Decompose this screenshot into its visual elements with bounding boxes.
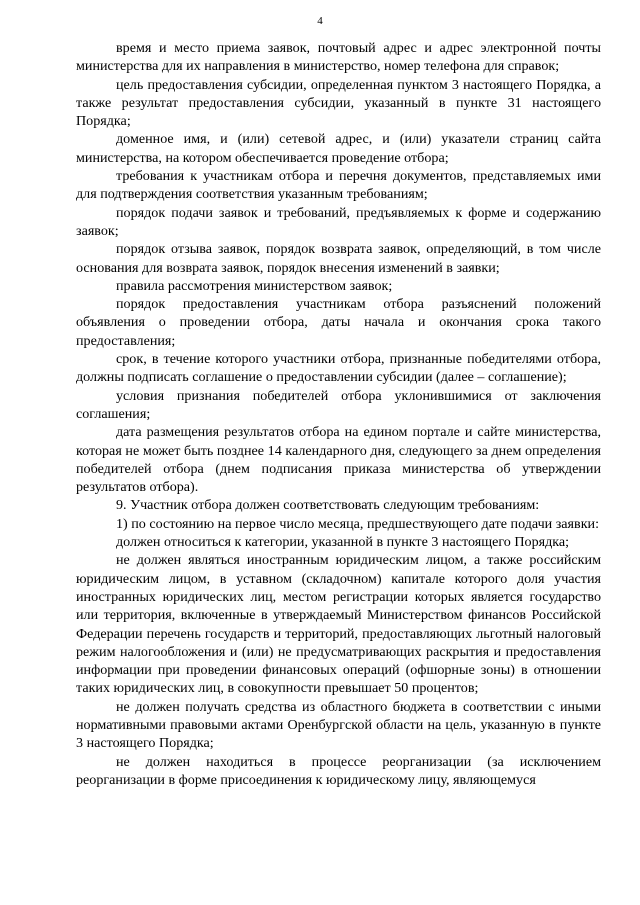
paragraph: не должен получать средства из областного бюджета в соответствии с иными нормативными правовыми актами Оренбургской области на цель, указанную в пункте 3 настоящего Порядка;: [76, 698, 601, 752]
paragraph: 9. Участник отбора должен соответствовать следующим требованиям:: [116, 497, 540, 514]
paragraph: правила рассмотрения министерством заявок;: [116, 277, 393, 294]
paragraph: требования к участникам отбора и перечня документов, представляемых ими для подтверждения соответствия указанным требованиям;: [76, 168, 601, 203]
paragraph: цель предоставления субсидии, определенная пунктом 3 настоящего Порядка, а также результат предоставления субсидии, указанный в пункте 31 настоящего Порядка;: [76, 76, 601, 130]
page-number: 4: [317, 15, 323, 27]
document-body: [76, 39, 601, 789]
paragraph: дата размещения результатов отбора на едином портале и сайте министерства, которая не может быть позднее 14 календарного дня, следующего за днем определения победителей отбора (днем подписания приказа министерства об утверждении результатов отбора).: [76, 424, 601, 496]
paragraph: порядок отзыва заявок, порядок возврата заявок, определяющий, в том числе основания для возврата заявок, порядок внесения изменений в заявки;: [76, 241, 601, 276]
paragraph: условия признания победителей отбора уклонившимися от заключения соглашения;: [76, 387, 601, 422]
paragraph: порядок предоставления участникам отбора разъяснений положений объявления о проведении отбора, даты начала и окончания срока такого предоставления;: [76, 296, 601, 349]
paragraph: не должен находиться в процессе реорганизации (за исключением реорганизации в форме присоединения к юридическому лицу, являющемуся: [76, 753, 601, 788]
paragraph: порядок подачи заявок и требований, предъявляемых к форме и содержанию заявок;: [76, 204, 601, 239]
paragraph: должен относиться к категории, указанной в пункте 3 настоящего Порядка;: [116, 534, 570, 551]
paragraph: не должен являться иностранным юридическим лицом, а также российским юридическим лицом, в уставном (складочном) капитале которого доля участия иностранных юридических лиц, местом регистрации которых является государство или территория, включенные в утверждаемый Министерством финансов Российской Федерации перечень государств и территорий, предоставляющих льготный налоговый режим налогообложения и (или) не предусматривающих раскрытия и предоставления информации при проведении финансовых операций (офшорные зоны) в отношении таких юридических лиц, в совокупности превышает 50 процентов;: [76, 552, 601, 697]
paragraph: срок, в течение которого участники отбора, признанные победителями отбора, должны подписать соглашение о предоставлении субсидии (далее – соглашение);: [76, 351, 601, 386]
paragraph: 1) по состоянию на первое число месяца, предшествующего дате подачи заявки:: [116, 515, 599, 532]
paragraph: время и место приема заявок, почтовый адрес и адрес электронной почты министерства для их направления в министерство, номер телефона для справок;: [76, 40, 601, 75]
paragraph: доменное имя, и (или) сетевой адрес, и (или) указатели страниц сайта министерства, на котором обеспечивается проведение отбора;: [76, 131, 601, 166]
